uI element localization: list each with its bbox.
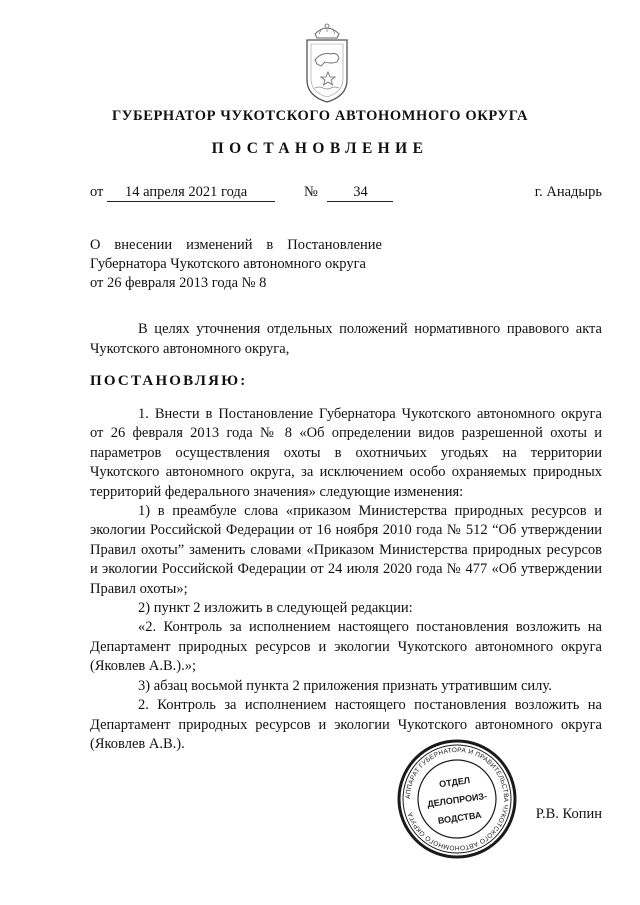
- date-value: 14 апреля 2021 года: [107, 184, 275, 202]
- body-paragraph: «2. Контроль за исполнением настоящего постановления возложить на Департамент природных ресурсов и экологии Чукотского автономного округа (Яковлев А.В.).»;: [90, 619, 602, 675]
- body-paragraph: 1) в преамбуле слова «приказом Министерства природных ресурсов и экологии Российской Федерации от 16 ноября 2010 года № 512 “Об утверждении Правил охоты” заменить словами «Приказом Министерства природных ресурсов и экологии Российской Федерации от 24 июля 2020 года № 477 «Об утверждении Правил охоты»;: [90, 503, 602, 597]
- document-number: [304, 184, 393, 204]
- stamp-line: ВОДСТВА: [437, 809, 483, 826]
- stamp-ring-text: АППАРАТ ГУБЕРНАТОРА И ПРАВИТЕЛЬСТВА ЧУКОТСКОГО АВТОНОМНОГО ОКРУГА: [404, 746, 510, 852]
- preamble-paragraph: В целях уточнения отдельных положений нормативного правового акта Чукотского автономного округа,: [90, 321, 602, 357]
- resolution-body: [90, 405, 602, 754]
- resolution-heading: ПОСТАНОВЛЯЮ:: [90, 373, 248, 389]
- stamp-line: ДЕЛОПРОИЗ-: [426, 790, 488, 810]
- subject-line: Губернатора Чукотского автономного округа: [90, 256, 366, 272]
- date-prefix: от: [90, 184, 104, 200]
- issuing-authority: ГУБЕРНАТОР ЧУКОТСКОГО АВТОНОМНОГО ОКРУГА: [111, 108, 529, 124]
- number-label: №: [304, 184, 318, 200]
- body-paragraph: 1. Внести в Постановление Губернатора Чукотского автономного округа от 26 февраля 2013 года № 8 «Об определении видов разрешенной охоты и параметров осуществления охоты в охотничьих угодьях на территории Чукотского автономного округа, за исключением особо охраняемых природных территорий федерального значения» следующие изменения:: [90, 406, 602, 500]
- coat-of-arms-icon: [301, 20, 353, 104]
- body-paragraph: 2. Контроль за исполнением настоящего постановления возложить на Департамент природных ресурсов и экологии Чукотского автономного округа (Яковлев А.В.).: [90, 697, 602, 752]
- office-stamp: [396, 738, 518, 860]
- document-type: ПОСТАНОВЛЕНИЕ: [211, 140, 429, 157]
- subject-line: О внесении изменений в Постановление: [90, 237, 382, 253]
- document-place: г. Анадырь: [534, 184, 602, 200]
- signatory-name: Р.В. Копин: [535, 806, 602, 822]
- number-value: 34: [327, 184, 393, 202]
- document-date: [90, 184, 275, 204]
- document-subject: [90, 236, 382, 293]
- stamp-line: ОТДЕЛ: [438, 775, 471, 790]
- subject-line: от 26 февраля 2013 года № 8: [90, 275, 267, 291]
- body-paragraph: 2) пункт 2 изложить в следующей редакции:: [138, 600, 413, 617]
- body-paragraph: 3) абзац восьмой пункта 2 приложения признать утратившим силу.: [138, 677, 552, 694]
